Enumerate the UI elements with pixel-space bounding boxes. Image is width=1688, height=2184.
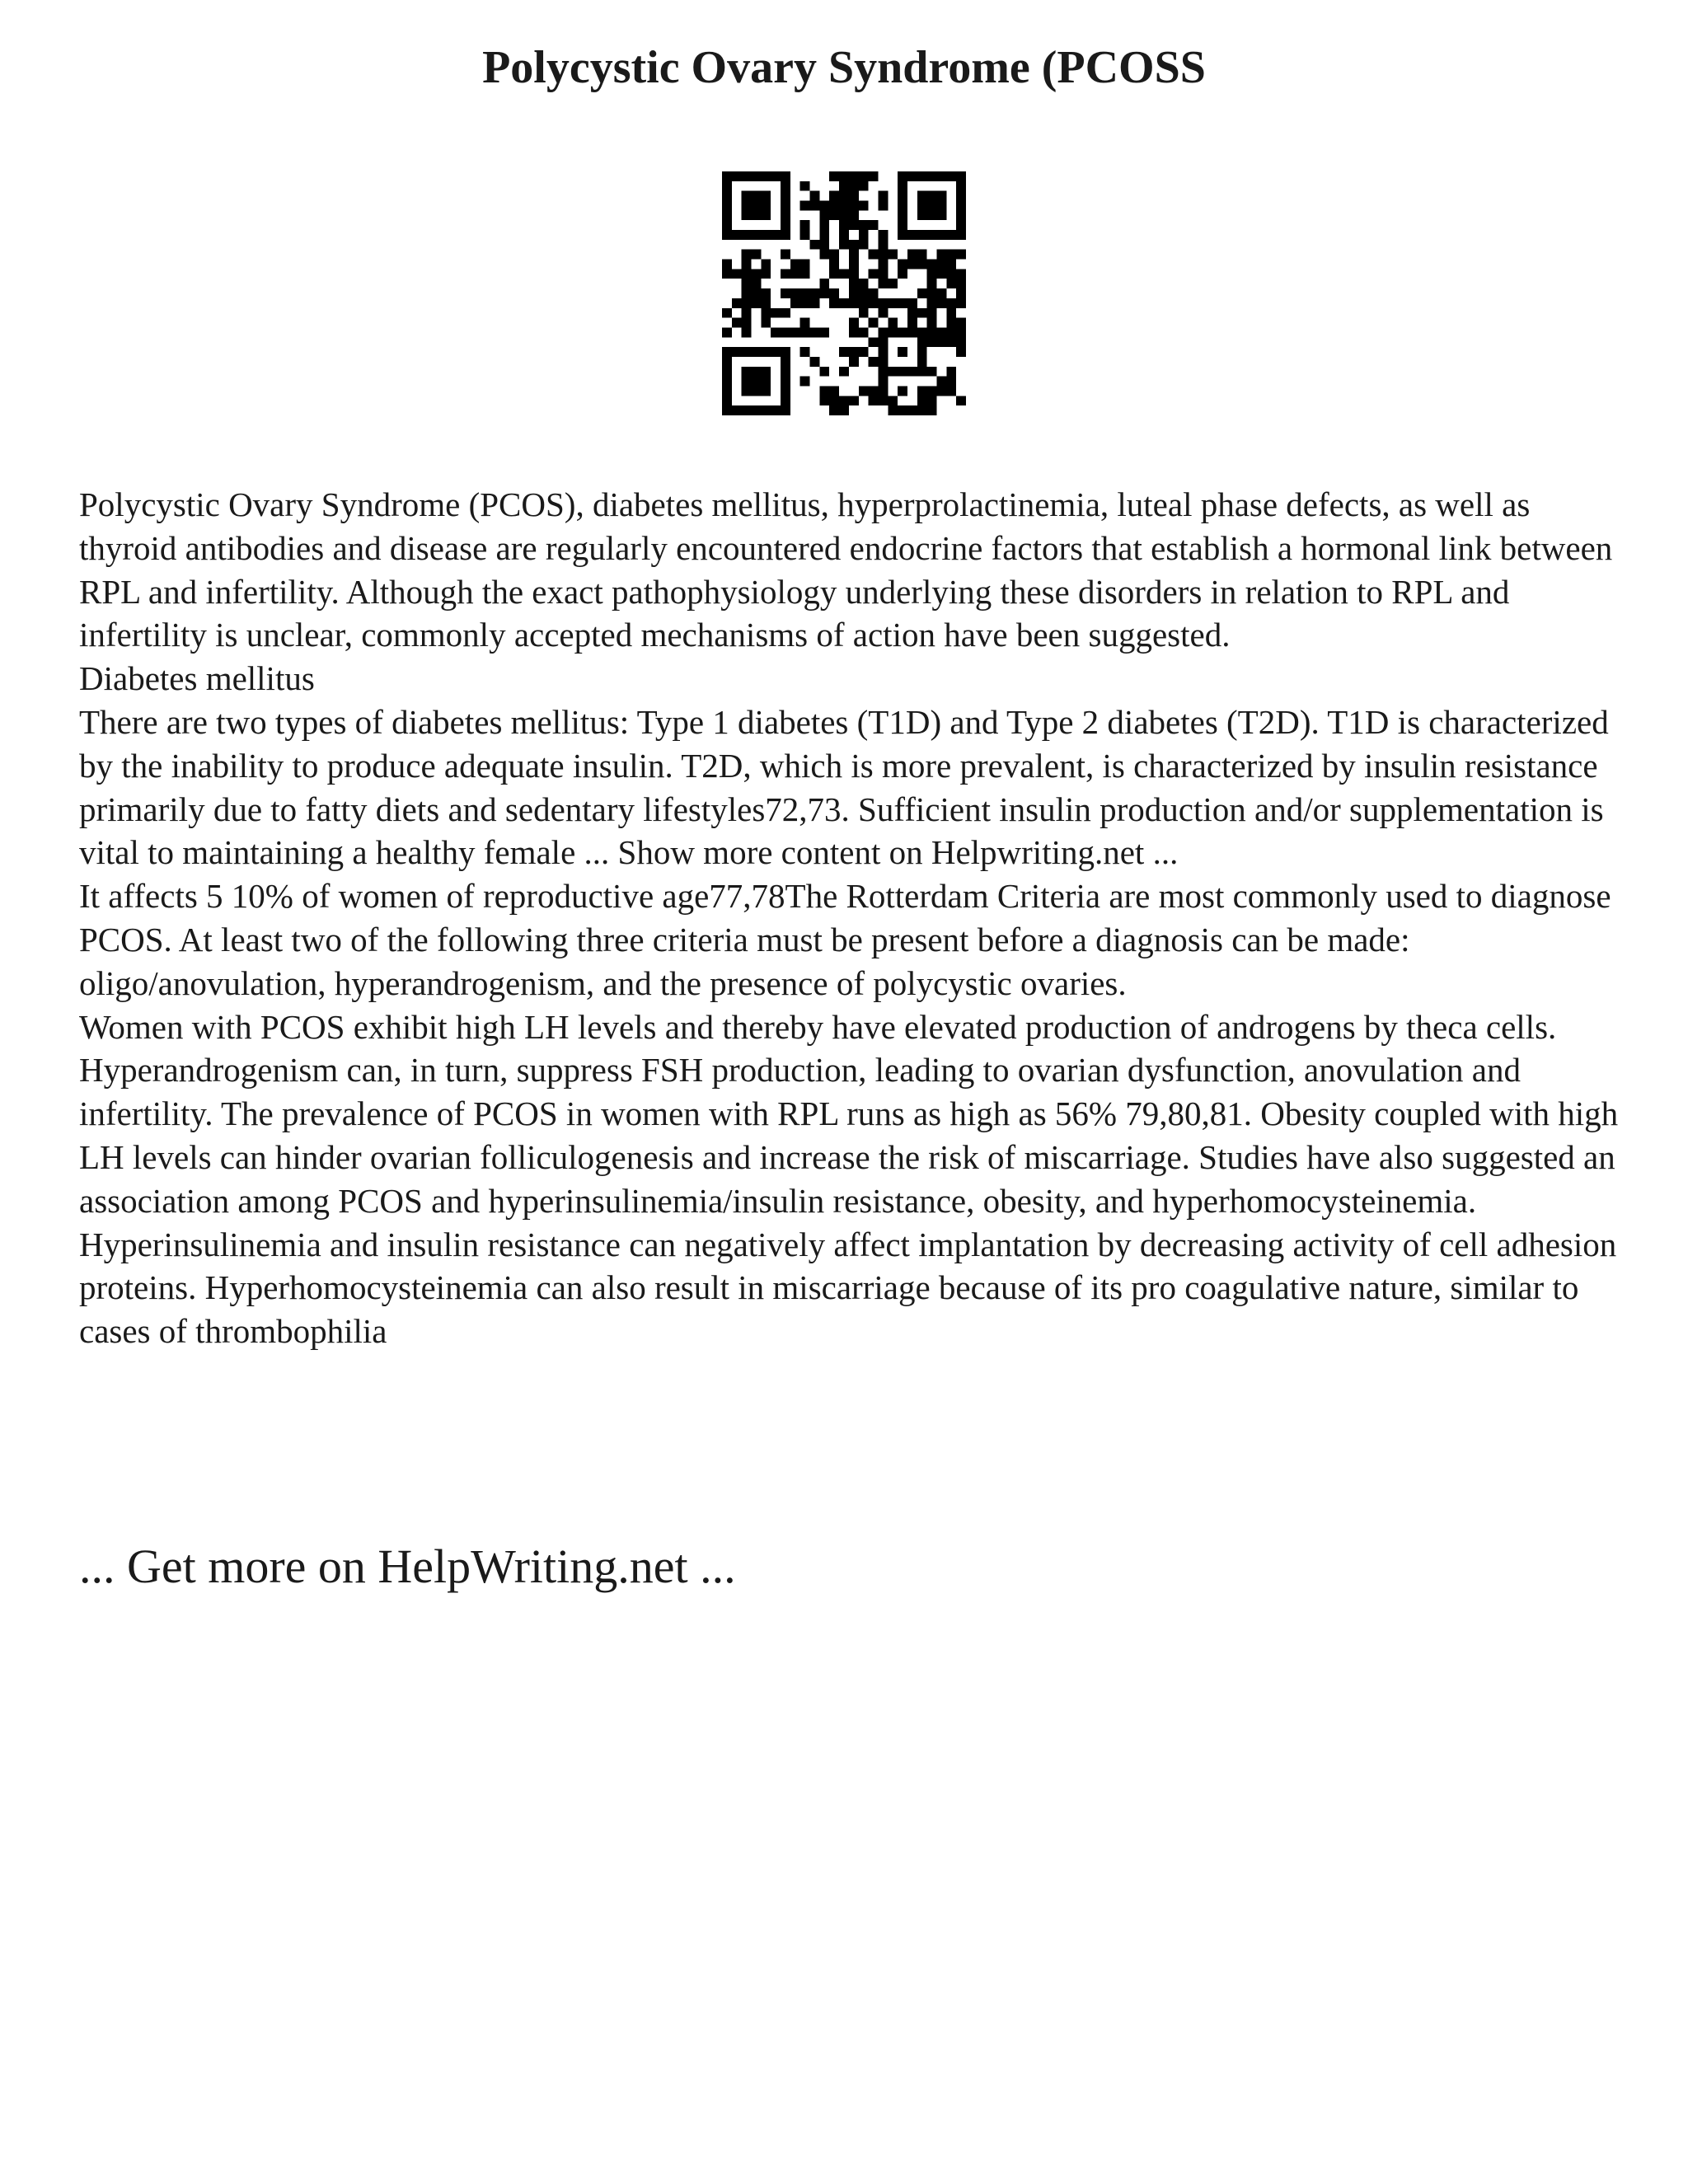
paragraph-rotterdam: It affects 5 10% of women of reproductive age77,78The Rotterdam Criteria are most commonly used to diagnose PCOS. At least two of the following three criteria must be present before a diagnosis can be made: oligo/anovulation, hyperandrogenism, and the presence of polycystic ovaries.	[79, 877, 1611, 1002]
paragraph-intro: Polycystic Ovary Syndrome (PCOS), diabetes mellitus, hyperprolactinemia, luteal phase defects, as well as thyroid antibodies and disease are regularly encountered endocrine factors that establish a hormonal link between RPL and infertility. Although the exact pathophysiology underlying these disorders in relation to RPL and infertility is unclear, commonly accepted mechanisms of action have been suggested.	[79, 485, 1613, 654]
page-title: Polycystic Ovary Syndrome (PCOSS	[482, 42, 1206, 93]
article-body	[79, 483, 1629, 1353]
get-more-link[interactable]: ... Get more on HelpWriting.net ...	[79, 1540, 736, 1593]
paragraph-pcos-effects: Women with PCOS exhibit high LH levels and thereby have elevated production of androgens by theca cells. Hyperandrogenism can, in turn, suppress FSH production, leading to ovarian dysfunction, anovulation and infertility. The prevalence of PCOS in women with RPL runs as high as 56% 79,80,81. Obesity coupled with high LH levels can hinder ovarian folliculogenesis and increase the risk of miscarriage. Studies have also suggested an association among PCOS and hyperinsulinemia/insulin resistance, obesity, and hyperhomocysteinemia. Hyperinsulinemia and insulin resistance can negatively affect implantation by decreasing activity of cell adhesion proteins. Hyperhomocysteinemia can also result in miscarriage because of its pro coagulative nature, similar to cases of thrombophilia	[79, 1007, 1619, 1351]
paragraph-diabetes: There are two types of diabetes mellitus: Type 1 diabetes (T1D) and Type 2 diabetes (T2D). T1D is characterized by the inability to produce adequate insulin. T2D, which is more prevalent, is characterized by insulin resistance primarily due to fatty diets and sedentary lifestyles72,73. Sufficient insulin production and/or supplementation is vital to maintaining a healthy female ... Show more content on Helpwriting.net ...	[79, 702, 1609, 872]
section-heading-diabetes: Diabetes mellitus	[79, 659, 315, 698]
qr-code-icon[interactable]	[722, 171, 966, 415]
